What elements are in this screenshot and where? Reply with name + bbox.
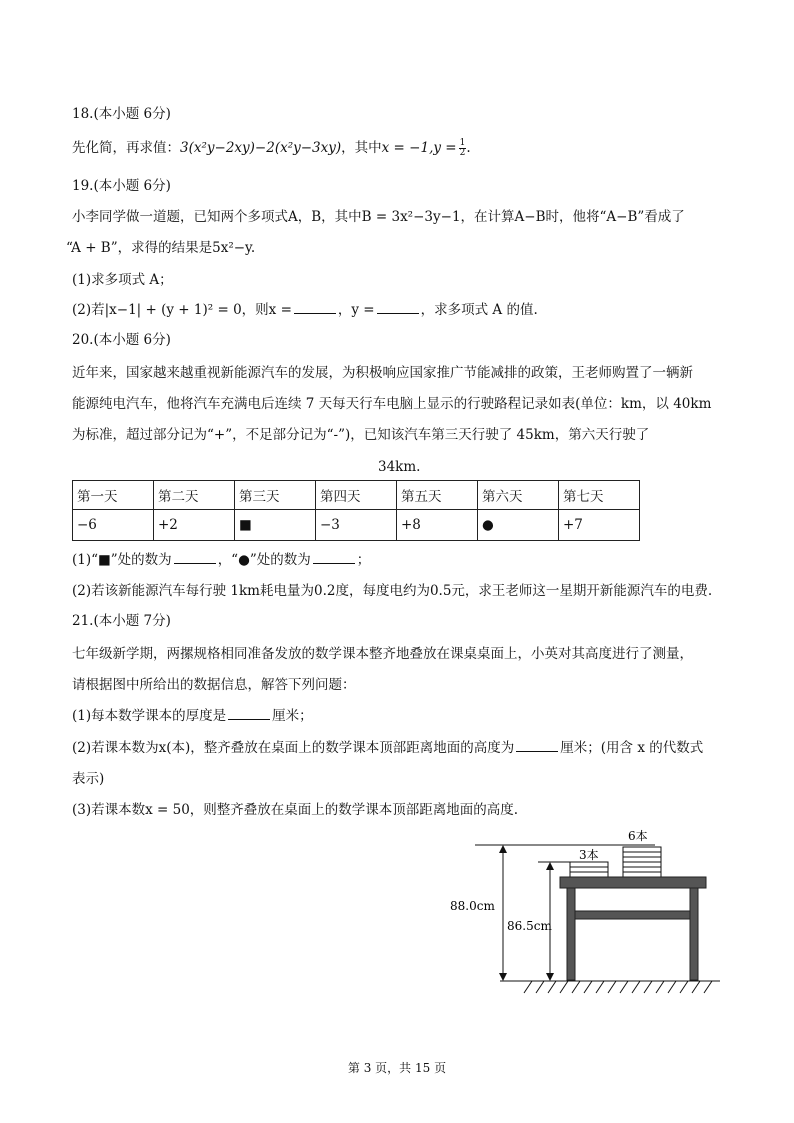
q19-part1: (1)求多项式 A； bbox=[72, 272, 173, 288]
q21-header: 21.(本小题 7分) bbox=[72, 613, 171, 629]
q20-para1: 近年来，国家越来越重视新能源汽车的发展，为积极响应国家推广节能减排的政策，王老师购置了一辆新 bbox=[72, 365, 693, 381]
q18-frac-numerator: 1 bbox=[459, 138, 466, 148]
q20-header: 20.(本小题 6分) bbox=[72, 332, 171, 348]
q18-expression: 3(x²y−2xy)−2(x²y−3xy) bbox=[180, 140, 342, 156]
q20-part1-b: ，“●”处的数为 bbox=[217, 552, 311, 568]
page-footer: 第 3 页，共 15 页 bbox=[347, 1061, 447, 1075]
table-cell: −6 bbox=[73, 510, 154, 541]
label-6-books: 6本 bbox=[628, 829, 648, 843]
q19-line1-a: 小李同学做一道题，已知两个多项式 bbox=[72, 209, 288, 225]
q18-frac-denominator: 2 bbox=[459, 148, 466, 158]
q21-blank-height[interactable] bbox=[516, 739, 558, 752]
table-header-cell: 第四天 bbox=[316, 481, 397, 510]
arrowhead bbox=[499, 845, 507, 853]
q19-header: 19.(本小题 6分) bbox=[72, 178, 171, 194]
label-86-5cm: 86.5cm bbox=[507, 919, 552, 933]
q20-para4: 34km. bbox=[378, 459, 421, 475]
q18-statement bbox=[72, 139, 471, 158]
q21-part2-cont: 表示) bbox=[72, 771, 105, 787]
table-row bbox=[73, 510, 640, 541]
arrowhead bbox=[546, 973, 554, 981]
q21-part2 bbox=[72, 739, 703, 757]
floor-hatching bbox=[524, 981, 712, 993]
q20-blank-square[interactable] bbox=[174, 551, 216, 564]
q20-part1 bbox=[72, 551, 370, 569]
q19-part2-b: ，y = bbox=[337, 302, 375, 318]
q21-part2-a: (2)若课本数为x(本)，整齐叠放在桌面上的数学课本顶部距离地面的高度为 bbox=[72, 740, 515, 756]
table-header-cell: 第一天 bbox=[73, 481, 154, 510]
q18-condition: x = −1,y = bbox=[381, 140, 457, 156]
q20-part1-c: ； bbox=[356, 552, 371, 568]
q21-para2: 请根据图中所给出的数据信息，解答下列问题： bbox=[72, 677, 356, 693]
q19-line1-b: A，B，其中B = 3x²−3y−1，在计算A−B时，他将“A−B”看成了 bbox=[288, 209, 685, 225]
q21-part2-b: 厘米；(用含 x 的代数式 bbox=[560, 740, 704, 756]
q20-para2: 能源纯电汽车，他将汽车充满电后连续 7 天每天行车电脑上显示的行驶路程记录如表(单位：km，以 40km bbox=[72, 396, 712, 412]
q19-part2-a: (2)若|x−1| + (y + 1)² = 0，则x = bbox=[72, 302, 292, 318]
table-header-cell: 第六天 bbox=[478, 481, 559, 510]
table-cell: +8 bbox=[397, 510, 478, 541]
q20-part2: (2)若该新能源汽车每行驶 1km耗电量为0.2度，每度电约为0.5元，求王老师这一星期开新能源汽车的电费. bbox=[72, 583, 713, 599]
q21-part1-b: 厘米； bbox=[272, 708, 313, 724]
q18-header: 18.(本小题 6分) bbox=[72, 106, 171, 122]
q19-blank-y[interactable] bbox=[377, 301, 419, 314]
arrowhead bbox=[499, 973, 507, 981]
table-cell: +2 bbox=[154, 510, 235, 541]
q21-blank-thickness[interactable] bbox=[228, 707, 270, 720]
q21-para1: 七年级新学期，两摞规格相同准备发放的数学课本整齐地叠放在课桌桌面上，小英对其高度进行了测量， bbox=[72, 646, 693, 662]
table-cell-square: ■ bbox=[235, 510, 316, 541]
q21-part1 bbox=[72, 707, 313, 725]
table-header-row bbox=[73, 481, 640, 510]
book-stack-6 bbox=[623, 847, 661, 877]
q20-blank-circle[interactable] bbox=[313, 551, 355, 564]
table-cell: −3 bbox=[316, 510, 397, 541]
table-header-cell: 第三天 bbox=[235, 481, 316, 510]
label-3-books: 3本 bbox=[579, 848, 599, 862]
q20-part1-a: (1)“■”处的数为 bbox=[72, 552, 172, 568]
q18-text-b: ，其中 bbox=[341, 140, 382, 156]
q21-desk-figure bbox=[440, 825, 730, 1005]
q19-line2: “A + B”，求得的结果是5x²−y. bbox=[66, 240, 256, 256]
book-stack-3 bbox=[570, 862, 608, 877]
q18-text-a: 先化简，再求值： bbox=[72, 140, 180, 156]
table-header-cell: 第二天 bbox=[154, 481, 235, 510]
table-header-cell: 第五天 bbox=[397, 481, 478, 510]
table-cell: +7 bbox=[559, 510, 640, 541]
q19-part2 bbox=[72, 301, 538, 319]
q21-part1-a: (1)每本数学课本的厚度是 bbox=[72, 708, 227, 724]
q18-end: . bbox=[466, 140, 471, 156]
arrowhead bbox=[546, 862, 554, 870]
q19-blank-x[interactable] bbox=[294, 301, 336, 314]
desk bbox=[560, 877, 706, 980]
table-header-cell: 第七天 bbox=[559, 481, 640, 510]
q20-mileage-table bbox=[72, 480, 640, 541]
q20-para3: 为标准，超过部分记为“+”，不足部分记为“-”)，已知该汽车第三天行驶了 45km，第六天行驶了 bbox=[72, 427, 650, 443]
label-88cm: 88.0cm bbox=[450, 899, 495, 913]
q19-part2-c: ，求多项式 A 的值. bbox=[420, 302, 538, 318]
q19-line1 bbox=[72, 208, 685, 226]
table-cell-circle: ● bbox=[478, 510, 559, 541]
q21-part3: (3)若课本数x = 50，则整齐叠放在桌面上的数学课本顶部距离地面的高度. bbox=[72, 802, 519, 818]
